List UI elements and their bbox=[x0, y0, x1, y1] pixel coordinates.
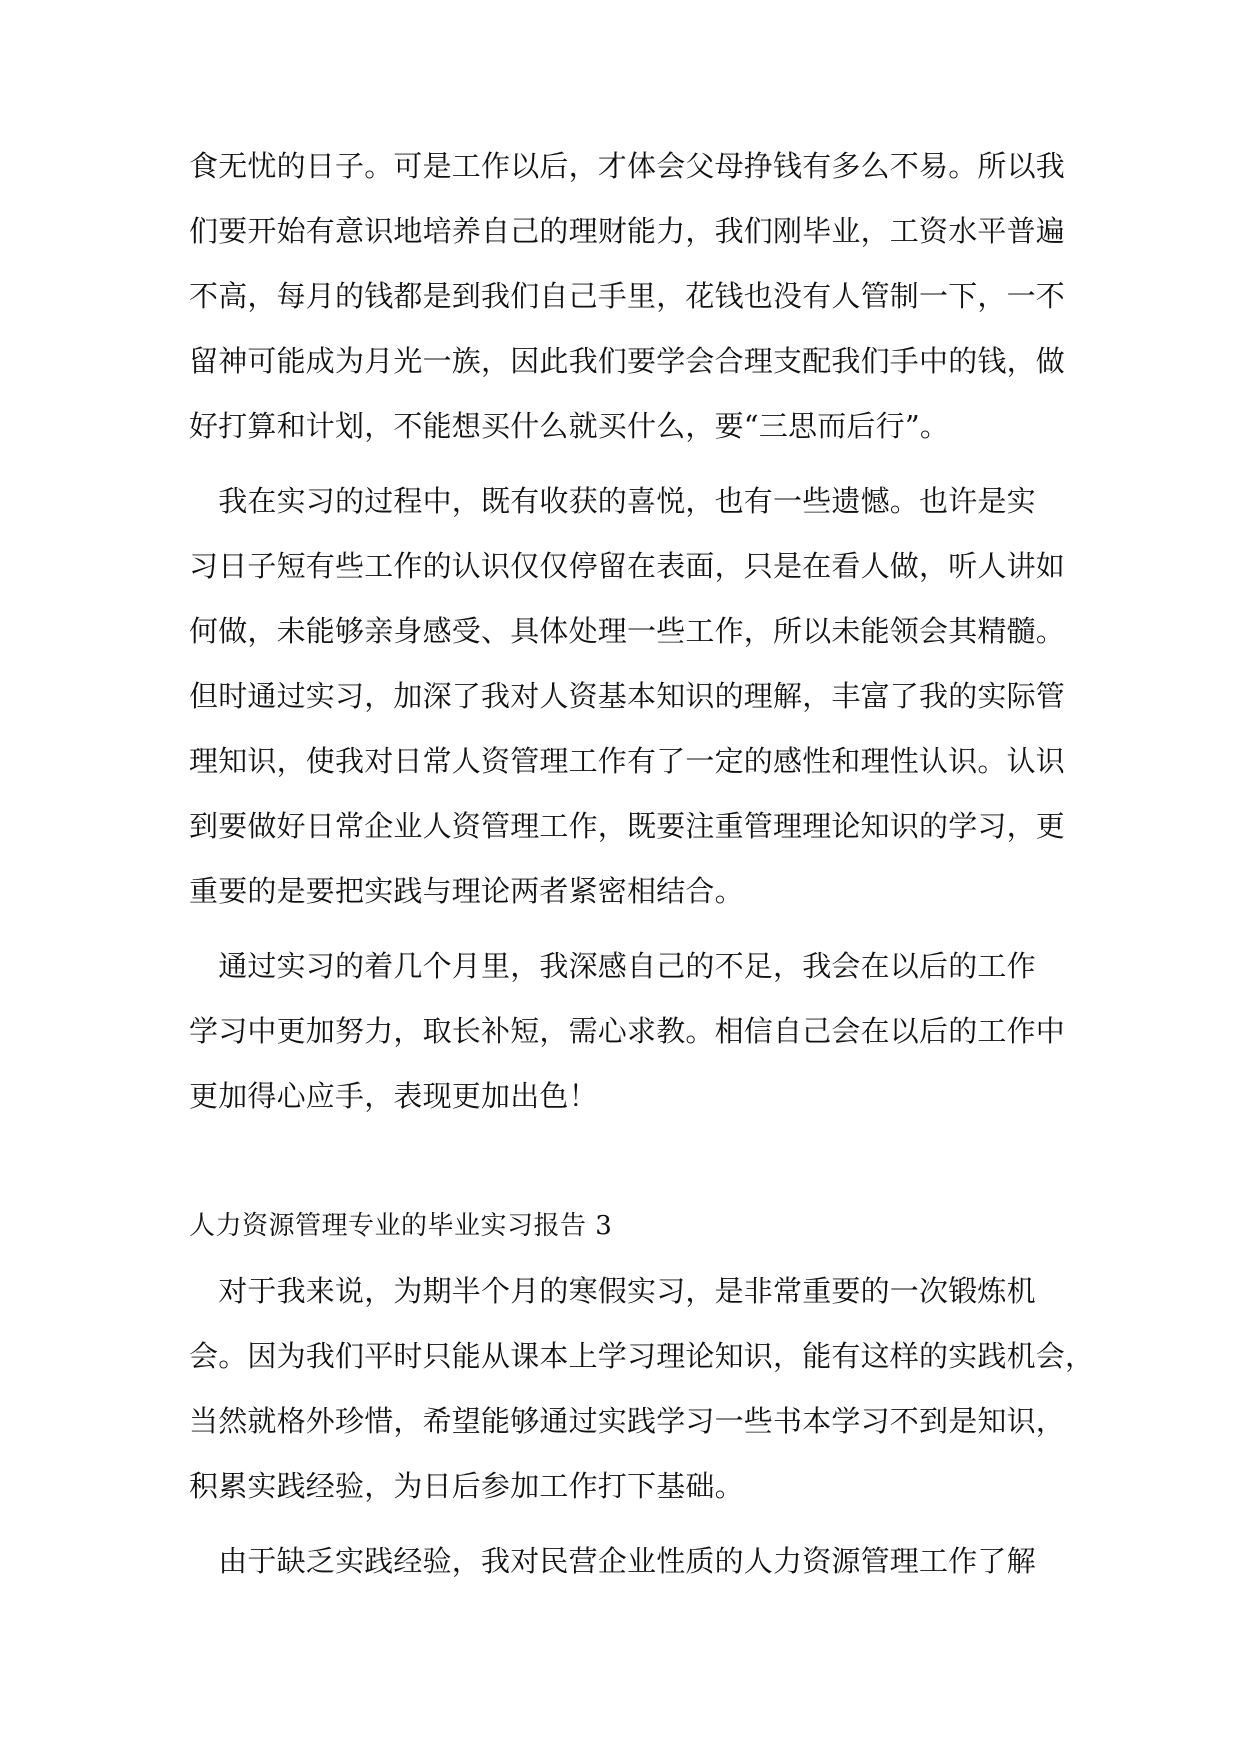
paragraph-line: 留神可能成为月光一族，因此我们要学会合理支配我们手中的钱，做 bbox=[189, 344, 1066, 378]
section-heading: 人力资源管理专业的毕业实习报告 3 bbox=[189, 1211, 613, 1241]
paragraph-line: 通过实习的着几个月里，我深感自己的不足，我会在以后的工作 bbox=[189, 949, 1036, 983]
paragraph-line: 们要开始有意识地培养自己的理财能力，我们刚毕业，工资水平普遍 bbox=[189, 214, 1066, 248]
paragraph-line: 到要做好日常企业人资管理工作，既要注重管理理论知识的学习，更 bbox=[189, 809, 1066, 843]
paragraph-line: 重要的是要把实践与理论两者紧密相结合。 bbox=[189, 874, 744, 908]
paragraph-line: 学习中更加努力，取长补短，需心求教。相信自己会在以后的工作中 bbox=[189, 1014, 1066, 1048]
paragraph-line: 但时通过实习，加深了我对人资基本知识的理解，丰富了我的实际管 bbox=[189, 679, 1066, 713]
paragraph-line: 积累实践经验，为日后参加工作打下基础。 bbox=[189, 1469, 744, 1503]
paragraph-line: 当然就格外珍惜，希望能够通过实践学习一些书本学习不到是知识， bbox=[189, 1404, 1066, 1438]
paragraph-line: 何做，未能够亲身感受、具体处理一些工作，所以未能领会其精髓。 bbox=[189, 614, 1066, 648]
paragraph-line: 由于缺乏实践经验，我对民营企业性质的人力资源管理工作了解 bbox=[189, 1544, 1036, 1578]
paragraph-line: 好打算和计划，不能想买什么就买什么，要“三思而后行”。 bbox=[189, 409, 950, 443]
paragraph-line: 更加得心应手，表现更加出色！ bbox=[189, 1079, 598, 1113]
paragraph-line: 对于我来说，为期半个月的寒假实习，是非常重要的一次锻炼机 bbox=[189, 1274, 1036, 1308]
paragraph-line: 理知识，使我对日常人资管理工作有了一定的感性和理性认识。认识 bbox=[189, 744, 1066, 778]
paragraph-line: 不高，每月的钱都是到我们自己手里，花钱也没有人管制一下，一不 bbox=[189, 279, 1066, 313]
paragraph-line: 我在实习的过程中，既有收获的喜悦，也有一些遗憾。也许是实 bbox=[189, 484, 1036, 518]
paragraph-line: 食无忧的日子。可是工作以后，才体会父母挣钱有多么不易。所以我 bbox=[189, 149, 1066, 183]
paragraph-line: 习日子短有些工作的认识仅仅停留在表面，只是在看人做，听人讲如 bbox=[189, 549, 1066, 583]
paragraph-line: 会。因为我们平时只能从课本上学习理论知识，能有这样的实践机会， bbox=[189, 1339, 1095, 1373]
